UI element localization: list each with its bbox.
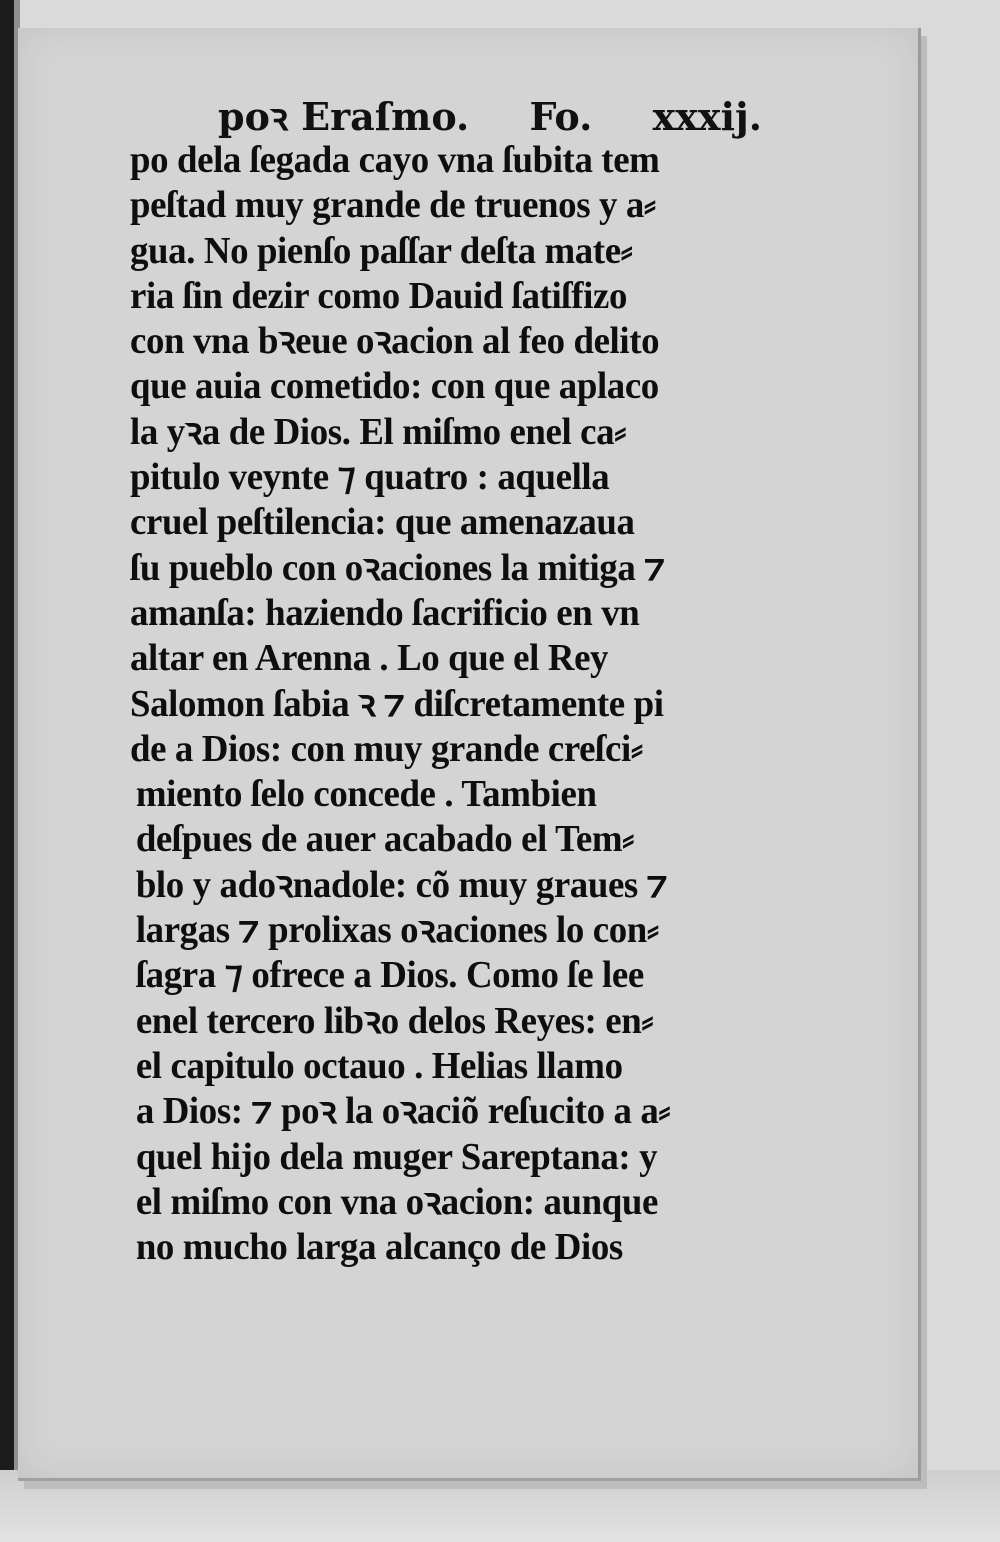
text-line: miento ſelo concede . Tambien	[135, 773, 597, 816]
text-line: la yꝛa de Dios. El miſmo enel ca⸗	[130, 410, 627, 453]
text-line: Salomon ſabia ꝛ ⁊ diſcretamente pi	[130, 682, 664, 725]
header-folio-label: Fo.	[529, 94, 593, 139]
text-line: que auia cometido: con que aplaco	[130, 365, 659, 408]
text-line: ſagra ⁊ ofrece a Dios. Como ſe lee	[135, 954, 644, 997]
text-line: el capitulo octauo . Helias llamo	[135, 1044, 623, 1087]
text-line: gua. No pienſo paſſar deſta mate⸗	[130, 229, 633, 272]
text-line: largas ⁊ prolixas oꝛaciones lo con⸗	[135, 909, 659, 952]
text-line: con vna bꝛeue oꝛacion al feo delito	[130, 320, 660, 363]
running-header	[130, 90, 810, 138]
text-line: amanſa: haziendo ſacrificio en vn	[130, 591, 640, 634]
text-line: quel hijo dela muger Sareptana: y	[135, 1135, 658, 1178]
text-line: a Dios: ⁊ poꝛ la oꝛaciõ reſucito a a⸗	[135, 1090, 671, 1133]
text-line: cruel peſtilencia: que amenazaua	[130, 501, 635, 544]
text-line: de a Dios: con muy grande creſci⸗	[130, 727, 643, 770]
text-line: peſtad muy grande de truenos y a⸗	[130, 184, 656, 227]
body-text	[130, 138, 810, 1270]
text-line: deſpues de auer acabado el Tem⸗	[135, 818, 635, 861]
text-line: el miſmo con vna oꝛacion: aunque	[135, 1180, 658, 1223]
book-gutter-edge	[0, 0, 14, 1542]
book-page	[18, 28, 921, 1481]
text-line: pitulo veynte ⁊ quatro : aquella	[130, 456, 610, 499]
text-block	[130, 90, 810, 1270]
text-line: ria ſin dezir como Dauid ſatiſfizo	[130, 274, 628, 317]
text-line: enel tercero libꝛo delos Reyes: en⸗	[135, 999, 654, 1042]
text-line: blo y adoꝛnadole: cõ muy graues ⁊	[135, 863, 668, 906]
text-line: no mucho larga alcanço de Dios	[135, 1226, 623, 1269]
text-line: po dela ſegada cayo vna ſubita tem	[130, 139, 660, 181]
text-line: ſu pueblo con oꝛaciones la mitiga ⁊	[130, 546, 665, 589]
text-line: altar en Arenna . Lo que el Rey	[130, 637, 609, 680]
header-title: poꝛ Eraſmo.	[218, 94, 470, 139]
header-folio-number: xxxij.	[652, 94, 762, 139]
